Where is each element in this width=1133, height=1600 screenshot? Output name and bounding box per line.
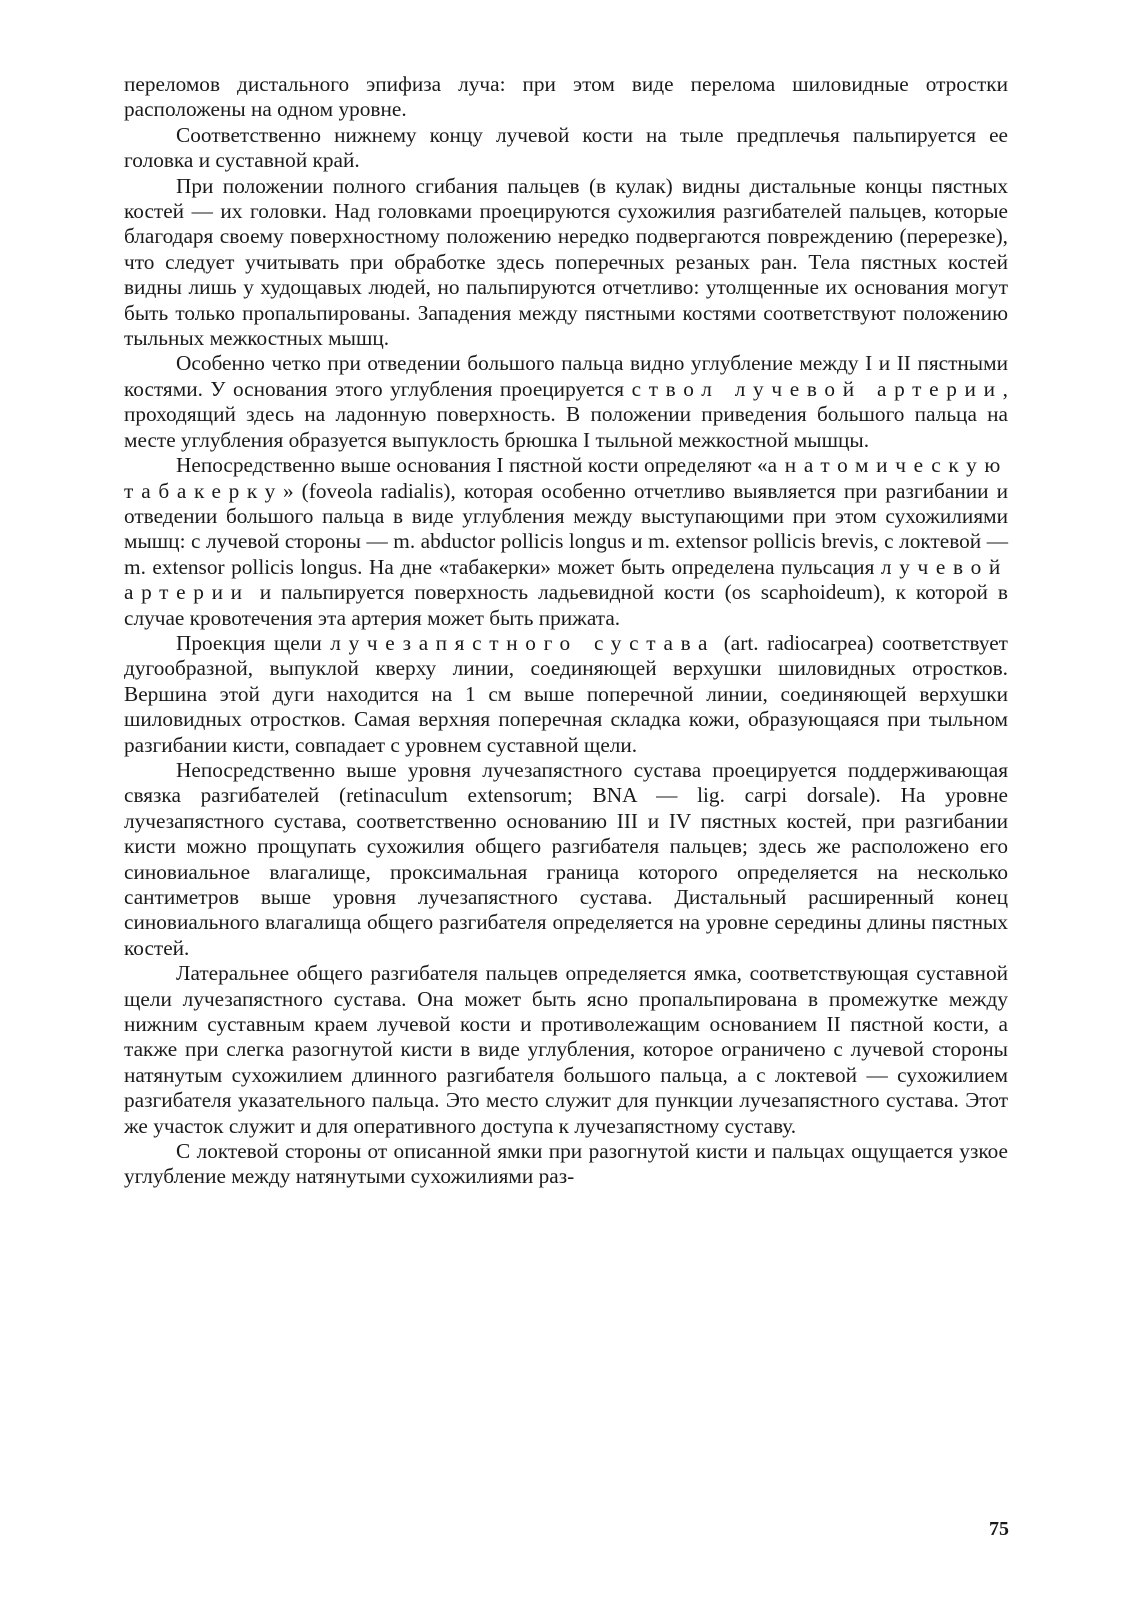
paragraph-text: Соответственно нижнему концу лучевой кости на тыле предплечья пальпируется ее головка и суставной край. xyxy=(124,122,1008,173)
paragraph xyxy=(124,351,1008,453)
paragraph-text: Непосредственно выше основания I пястной кости определяют « xyxy=(176,453,768,478)
paragraph-text: , проходящий здесь на ладонную поверхность. В положении приведения большого пальца на месте углубления образуется выпуклость брюшка I тыльной межкостной мышцы. xyxy=(124,376,1008,452)
paragraph xyxy=(124,174,1008,352)
paragraph-text: и пальпируется поверхность ладьевидной кости (os scaphoideum), к которой в случае кровотечения эта артерия может быть прижата. xyxy=(124,580,1008,630)
spaced-emphasis-text: анатомическую табакерку xyxy=(124,453,1008,503)
paragraph xyxy=(124,123,1008,174)
paragraph-text: Особенно четко при отведении большого пальца видно углубление между I и II пястными костями. У основания этого углубления проецируется xyxy=(124,351,1008,401)
paragraph xyxy=(124,1139,1008,1190)
paragraph-text: Проекция щели xyxy=(176,630,331,655)
body-text xyxy=(124,72,1008,1190)
paragraph-text: С локтевой стороны от описанной ямки при разогнутой кисти и пальцах ощущается узкое углубление между натянутыми сухожилиями раз- xyxy=(124,1139,1008,1189)
paragraph xyxy=(124,631,1008,758)
paragraph xyxy=(124,961,1008,1139)
paragraph-text: Непосредственно выше уровня лучезапястного сустава проецируется поддерживающая связка разгибателей (retinaculum extensorum; BNA — lig. carpi dorsale). На уровне лучезапястного сустава, соответственно основанию III и IV пястных костей, при разгибании кисти можно прощупать сухожилия общего разгибателя пальцев; здесь же расположено его синовиальное влагалище, проксимальная граница которого определяется на несколько сантиметров выше уровня лучезапястного сустава. Дистальный расширенный конец синовиального влагалища общего разгибателя определяется на уровне середины длины пястных костей. xyxy=(124,757,1008,960)
paragraph-text: (art. radiocarpea) соответствует дугообразной, выпуклой кверху линии, соединяющей верхушки шиловидных отростков. Вершина этой дуги находится на 1 см выше поперечной линии, соединяющей верхушки шиловидных отростков. Самая верхняя поперечная складка кожи, образующаяся при тыльном разгибании кисти, совпадает с уровнем суставной щели. xyxy=(124,630,1008,757)
paragraph-text: » (foveola radialis), которая особенно отчетливо выявляется при разгибании и отведении большого пальца в виде углубления между выступающими при этом сухожилиями мышц: с лучевой стороны — m. abductor pollicis longus и m. extensor pollicis brevis, с локтевой — m. extensor pollicis longus. На дне «табакерки» может быть определена пульсация xyxy=(124,478,1008,579)
paragraph-text: переломов дистального эпифиза луча: при этом виде перелома шиловидные отростки расположены на одном уровне. xyxy=(124,72,1008,122)
spaced-emphasis-text: ствол лучевой артерии xyxy=(631,376,1003,401)
paragraph xyxy=(124,72,1008,123)
spaced-emphasis-text: лучезапястного сустава xyxy=(330,630,716,655)
spaced-emphasis-text: лучевой артерии xyxy=(124,554,1008,605)
paragraph xyxy=(124,453,1008,631)
paragraph-text: Латеральнее общего разгибателя пальцев определяется ямка, соответствующая суставной щели лучезапястного сустава. Она может быть ясно пропальпирована в промежутке между нижним суставным краем лучевой кости и противолежащим основанием II пястной кости, а также при слегка разогнутой кисти в виде углубления, которое ограничено с лучевой стороны натянутым сухожилием длинного разгибателя большого пальца, а с локтевой — сухожилием разгибателя указательного пальца. Это место служит для пункции лучезапястного сустава. Этот же участок служит и для оперативного доступа к лучезапястному суставу. xyxy=(124,961,1008,1138)
page-number: 75 xyxy=(989,1518,1009,1540)
paragraph xyxy=(124,758,1008,961)
paragraph-text: При положении полного сгибания пальцев (в кулак) видны дистальные концы пястных костей — их головки. Над головками проецируются сухожилия разгибателей пальцев, которые благодаря своему поверхностному положению нередко подвергаются повреждению (перерезке), что следует учитывать при обработке здесь поперечных резаных ран. Тела пястных костей видны лишь у худощавых людей, но пальпируются отчетливо: утолщенные их основания могут быть только пропальпированы. Западения между пястными костями соответствуют положению тыльных межкостных мышц. xyxy=(124,173,1008,351)
